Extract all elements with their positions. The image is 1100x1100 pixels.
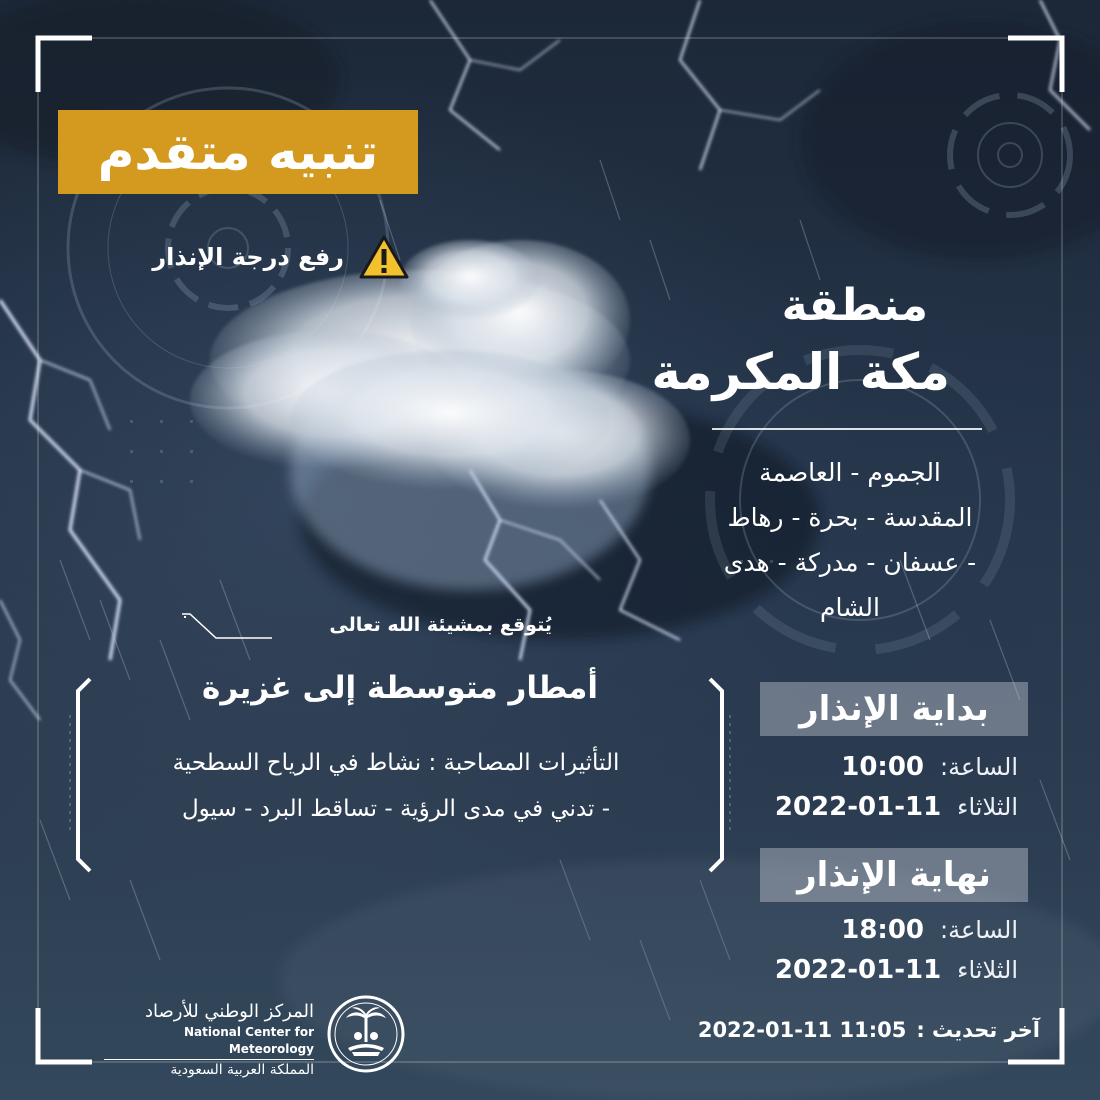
region-name: مكة المكرمة (651, 343, 950, 401)
end-date-value: 2022-01-11 (774, 955, 942, 985)
warning-end-badge (760, 848, 1028, 902)
start-date-value: 2022-01-11 (774, 792, 942, 822)
warning-start-badge (760, 682, 1028, 736)
district-line: - عسفان - مدركة - هدى (723, 548, 977, 577)
region-heading (651, 280, 950, 412)
last-updated-value: 2022-01-11 11:05 (697, 1018, 907, 1042)
org-name-arabic: المركز الوطني للأرصاد (144, 1001, 314, 1022)
end-time-label: الساعة: (940, 916, 1018, 944)
district-line: المقدسة - بحرة - رهاط (727, 503, 973, 532)
org-country-arabic: المملكة العربية السعودية (170, 1062, 314, 1078)
start-day-label: الثلاثاء (957, 793, 1018, 821)
expect-line-decoration (182, 612, 272, 642)
effects-line: - تدني في مدى الرؤية - تساقط البرد - سيول (181, 796, 611, 822)
forecast-title: أمطار متوسطة إلى غزيرة (202, 670, 598, 706)
forecast-intro: يُتوقع بمشيئة الله تعالى (329, 614, 552, 636)
last-updated (698, 1018, 1040, 1042)
forecast-effects (96, 740, 696, 832)
alert-subtitle-text: رفع درجة الإنذار (152, 243, 344, 271)
region-divider (712, 428, 982, 430)
alert-type-badge (58, 110, 418, 194)
end-date-row (775, 955, 1018, 985)
alert-type-label: تنبيه متقدم (97, 123, 379, 181)
start-time-label: الساعة: (940, 753, 1018, 781)
district-line: الجموم - العاصمة (759, 458, 941, 487)
region-prefix: منطقة (781, 280, 928, 331)
start-time-value: 10:00 (841, 752, 925, 782)
end-time-value: 18:00 (841, 915, 925, 945)
warning-icon (358, 234, 410, 280)
end-day-label: الثلاثاء (957, 956, 1018, 984)
alert-subtitle (110, 232, 410, 282)
org-name-block (104, 1000, 314, 1080)
last-updated-label: آخر تحديث : (916, 1018, 1040, 1042)
org-name-english: National Center for Meteorology (104, 1024, 314, 1060)
warning-end-label: نهاية الإنذار (797, 855, 991, 895)
district-line: الشام (820, 593, 880, 622)
ncm-emblem-logo (326, 994, 406, 1074)
right-bracket (700, 675, 740, 875)
warning-start-label: بداية الإنذار (799, 689, 989, 729)
start-date-row (775, 792, 1018, 822)
left-bracket (60, 675, 100, 875)
end-time-row (841, 915, 1018, 945)
start-time-row (841, 752, 1018, 782)
districts-list (700, 450, 1000, 630)
effects-line: التأثيرات المصاحبة : نشاط في الرياح السطحية (172, 750, 620, 776)
